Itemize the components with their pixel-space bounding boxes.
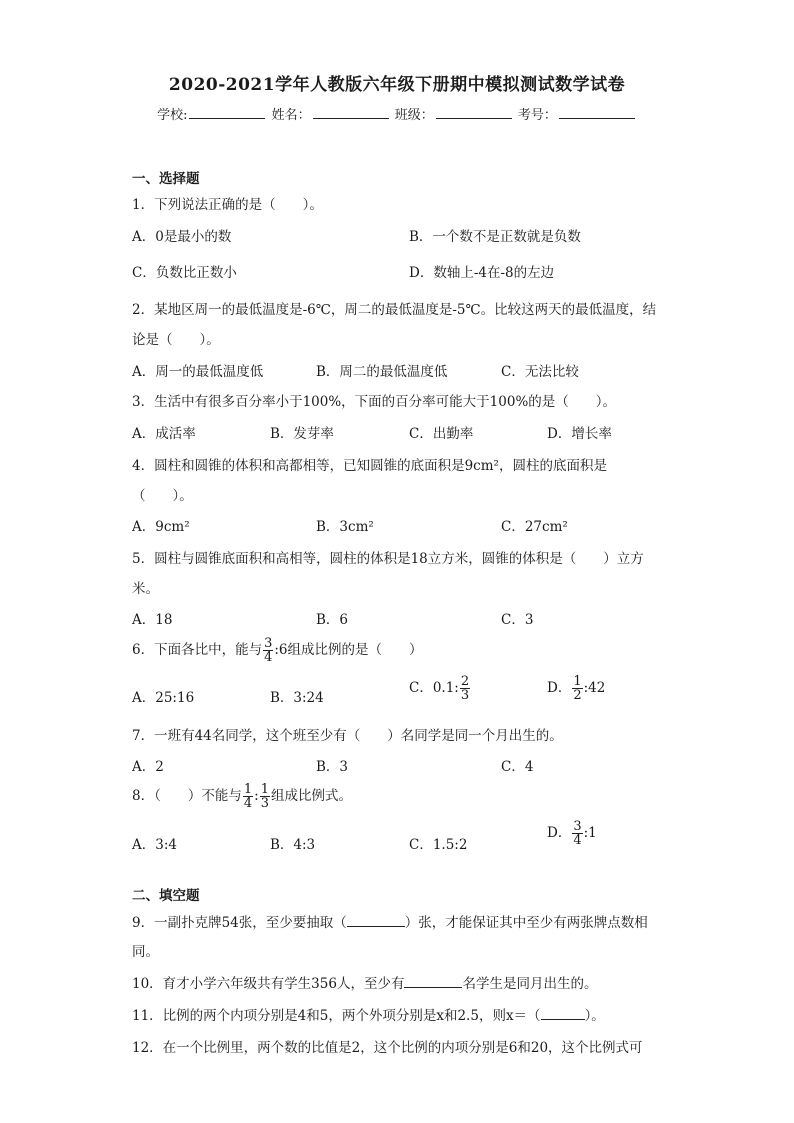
q6-option-d (547, 675, 605, 702)
q9-prefix: 9．一副扑克牌54张，至少要抽取（ (132, 915, 347, 931)
question-2-stem-line1: 2．某地区周一的最低温度是-6℃，周二的最低温度是-5℃。比较这两天的最低温度，结 (132, 302, 657, 318)
question-3-stem: 3．生活中有很多百分率小于100%，下面的百分率可能大于100%的是（ ）。 (132, 394, 617, 410)
q6-d-suffix: :42 (583, 680, 606, 696)
q8-option-b: B．4:3 (270, 837, 316, 853)
fraction-numerator: 3 (264, 636, 273, 651)
fraction-denominator: 4 (264, 650, 273, 665)
question-1-stem: 1．下列说法正确的是（ ）。 (132, 197, 323, 213)
q1-option-a: A．0是最小的数 (132, 229, 232, 245)
fraction-numerator: 3 (573, 819, 582, 834)
q6-stem-suffix: :6组成比例的是（ ） (274, 642, 423, 658)
q8-option-c: C．1.5:2 (409, 837, 468, 853)
q3-option-a: A．成活率 (132, 426, 196, 442)
question-2-stem-line2: 论是（ ）。 (132, 332, 220, 348)
fraction-denominator: 4 (573, 833, 582, 848)
q6-d-prefix: D． (547, 680, 572, 696)
q8-fraction-1 (243, 783, 253, 810)
page-title: 2020-2021学年人教版六年级下册期中模拟测试数学试卷 (168, 75, 626, 95)
q3-option-c: C．出勤率 (409, 426, 474, 442)
school-label: 学校: (157, 108, 188, 123)
number-label: 考号： (517, 108, 557, 123)
q1-option-c: C．负数比正数小 (132, 265, 237, 281)
q8-d-suffix: :1 (583, 825, 597, 841)
q2-option-c: C．无法比较 (501, 364, 579, 380)
fraction-denominator: 4 (243, 796, 253, 811)
class-blank[interactable] (436, 106, 512, 119)
question-7-stem: 7．一班有44名同学，这个班至少有（ ）名同学是同一个月出生的。 (132, 728, 563, 744)
q6-d-fraction (572, 675, 582, 702)
q8-fraction-2 (260, 783, 270, 810)
name-blank[interactable] (313, 106, 389, 119)
fraction-numerator: 2 (460, 674, 470, 689)
q10-prefix: 10．育才小学六年级共有学生356人，至少有 (132, 976, 405, 992)
question-4-stem-line1: 4．圆柱和圆锥的体积和高都相等，已知圆锥的底面积是9cm²，圆柱的底面积是 (132, 458, 607, 474)
q5-option-b: B．6 (316, 612, 349, 628)
section-choice-title: 一、选择题 (132, 171, 200, 187)
fraction-numerator: 1 (573, 674, 582, 689)
q3-option-b: B．发芽率 (270, 426, 334, 442)
section-fill-title: 二、填空题 (132, 888, 200, 904)
q6-c-prefix: C．0.1: (409, 680, 459, 696)
q8-d-fraction (572, 820, 582, 847)
q4-option-c: C．27cm² (501, 519, 568, 535)
q4-option-a: A．9cm² (132, 519, 190, 535)
q8-d-prefix: D． (547, 825, 572, 841)
question-9-stem-line1 (132, 911, 648, 931)
number-blank[interactable] (559, 106, 635, 119)
question-10-stem (132, 972, 597, 992)
question-11-stem (132, 1004, 605, 1024)
q4-option-b: B．3cm² (316, 519, 374, 535)
question-4-stem-line2: （ ）。 (132, 488, 193, 504)
q2-option-b: B．周二的最低温度低 (316, 364, 448, 380)
q1-option-d: D．数轴上-4在-8的左边 (409, 265, 555, 281)
q7-option-a: A．2 (132, 759, 164, 775)
q1-option-b: B．一个数不是正数就是负数 (409, 229, 581, 245)
q8-stem-suffix: 组成比例式。 (270, 788, 352, 804)
school-blank[interactable] (189, 106, 265, 119)
q11-suffix: ）。 (584, 1008, 605, 1024)
fraction-denominator: 2 (573, 688, 582, 703)
q11-prefix: 11．比例的两个内项分别是4和5，两个外项分别是x和2.5，则x＝（ (132, 1008, 541, 1024)
question-8-stem (132, 783, 352, 810)
q5-option-c: C．3 (501, 612, 534, 628)
fraction-numerator: 1 (260, 782, 269, 797)
q6-stem-fraction (263, 637, 273, 664)
question-9-stem-line2: 同。 (132, 944, 159, 960)
q7-option-b: B．3 (316, 759, 349, 775)
q5-option-a: A．18 (132, 612, 173, 628)
question-6-stem (132, 637, 423, 664)
q6-stem-prefix: 6．下面各比中，能与 (132, 642, 263, 658)
fraction-denominator: 3 (260, 796, 269, 811)
class-label: 班级： (394, 108, 434, 123)
student-info-row (0, 104, 794, 123)
q9-answer-blank[interactable] (347, 914, 405, 927)
q8-colon: : (254, 788, 259, 804)
q7-option-c: C．4 (501, 759, 534, 775)
name-label: 姓名： (271, 108, 311, 123)
q6-option-c (409, 675, 471, 702)
q9-suffix: ）张，才能保证其中至少有两张牌点数相 (404, 915, 648, 931)
q2-option-a: A．周一的最低温度低 (132, 364, 264, 380)
q6-c-fraction (460, 675, 470, 702)
q10-suffix: 名学生是同月出生的。 (462, 976, 598, 992)
q8-option-a: A．3:4 (132, 837, 177, 853)
question-5-stem-line2: 米。 (132, 581, 159, 597)
q6-option-b: B．3:24 (270, 690, 324, 706)
q6-option-a: A．25:16 (132, 690, 195, 706)
q3-option-d: D．增长率 (547, 426, 612, 442)
q10-answer-blank[interactable] (404, 975, 462, 988)
fraction-denominator: 3 (460, 688, 470, 703)
question-5-stem-line1: 5．圆柱与圆锥底面积和高相等，圆柱的体积是18立方米，圆锥的体积是（ ）立方 (132, 551, 644, 567)
q11-answer-blank[interactable] (541, 1007, 585, 1020)
q8-stem-prefix: 8．（ ）不能与 (132, 788, 242, 804)
q8-option-d (547, 820, 597, 847)
question-12-stem: 12．在一个比例里，两个数的比值是2，这个比例的内项分别是6和20，这个比例式可 (132, 1040, 643, 1056)
fraction-numerator: 1 (243, 782, 253, 797)
